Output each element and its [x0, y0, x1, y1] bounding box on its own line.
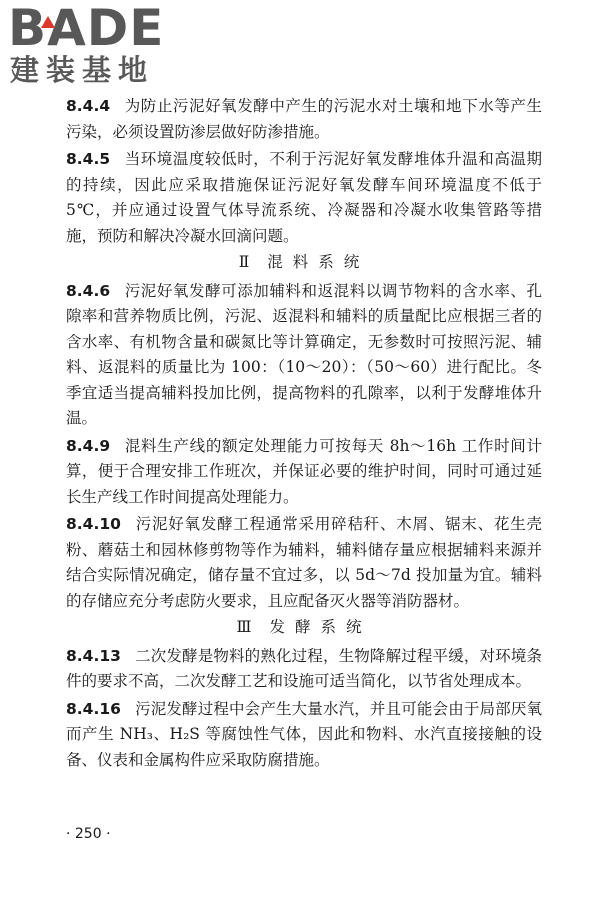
clause-text: 污泥发酵过程中会产生大量水汽，并且可能会由于局部厌氧而产生 NH₃、H₂S 等腐蚀性气体，因此和物料、水汽直接接触的设备、仪表和金属构件应采取防腐措施。: [66, 699, 542, 769]
clause-8-4-5: [66, 147, 542, 249]
clause-text: 混料生产线的额定处理能力可按每天 8h～16h 工作时间计算，便于合理安排工作班次，并保证必要的维护时间，同时可通过延长生产线工作时间提高处理能力。: [66, 436, 542, 506]
section-title: 发酵系统: [269, 618, 372, 636]
clause-number: 8.4.5: [66, 150, 111, 168]
clause-number: 8.4.16: [66, 699, 121, 718]
logo-wordmark: BADE: [8, 0, 165, 57]
section-heading-fermentation: [66, 615, 542, 641]
clause-number: 8.4.4: [66, 97, 111, 115]
section-number: Ⅲ: [236, 618, 254, 636]
clause-number: 8.4.13: [66, 646, 121, 665]
clause-8-4-9: [66, 434, 542, 511]
logo-red-triangle: [41, 16, 55, 28]
clause-8-4-10: [66, 512, 542, 614]
clause-text: 二次发酵是物料的熟化过程，生物降解过程平缓，对环境条件的要求不高，二次发酵工艺和设施可适当简化，以节省处理成本。: [66, 646, 542, 690]
clause-number: 8.4.10: [66, 515, 121, 533]
clause-text: 污泥好氧发酵可添加辅料和返混料以调节物料的含水率、孔隙率和营养物质比例，污泥、返混料和辅料的质量配比应根据三者的含水率、有机物含量和碳氮比等计算确定，无参数时可按照污泥、辅料、返混料的质量比为 100：（10～20）：（50～60）进行配比。冬季宜适当提高辅料投加比例，提高物料的孔隙率，以利于发酵堆体升温。: [66, 281, 542, 427]
clause-number: 8.4.6: [66, 281, 111, 300]
clause-8-4-4: [66, 94, 542, 145]
clause-8-4-16: [66, 697, 542, 774]
clause-text: 污泥好氧发酵工程通常采用碎秸秆、木屑、锯末、花生壳粉、蘑菇土和园林修剪物等作为辅料，辅料储存量应根据辅料来源并结合实际情况确定，储存量不宜过多，以 5d～7d 投加量为宜。辅料的存储应充分考虑防火要求，且应配备灭火器等消防器材。: [66, 515, 542, 610]
clause-text: 为防止污泥好氧发酵中产生的污泥水对土壤和地下水等产生污染，必须设置防渗层做好防渗措施。: [66, 97, 542, 141]
bade-logo: [8, 2, 178, 90]
section-title: 混料系统: [267, 253, 370, 271]
logo-subtitle: 建装基地: [10, 53, 155, 87]
clause-8-4-6: [66, 279, 542, 432]
clause-number: 8.4.9: [66, 436, 111, 455]
clause-8-4-13: [66, 644, 542, 695]
section-number: Ⅱ: [238, 253, 252, 271]
document-body: [66, 94, 542, 773]
clause-text: 当环境温度较低时，不利于污泥好氧发酵堆体升温和高温期的持续，因此应采取措施保证污泥好氧发酵车间环境温度不低于5℃，并应通过设置气体导流系统、冷凝器和冷凝水收集管路等措施，预防和解决冷凝水回滴问题。: [66, 150, 542, 245]
section-heading-mixing: [66, 250, 542, 276]
page-number: · 250 ·: [66, 826, 111, 842]
